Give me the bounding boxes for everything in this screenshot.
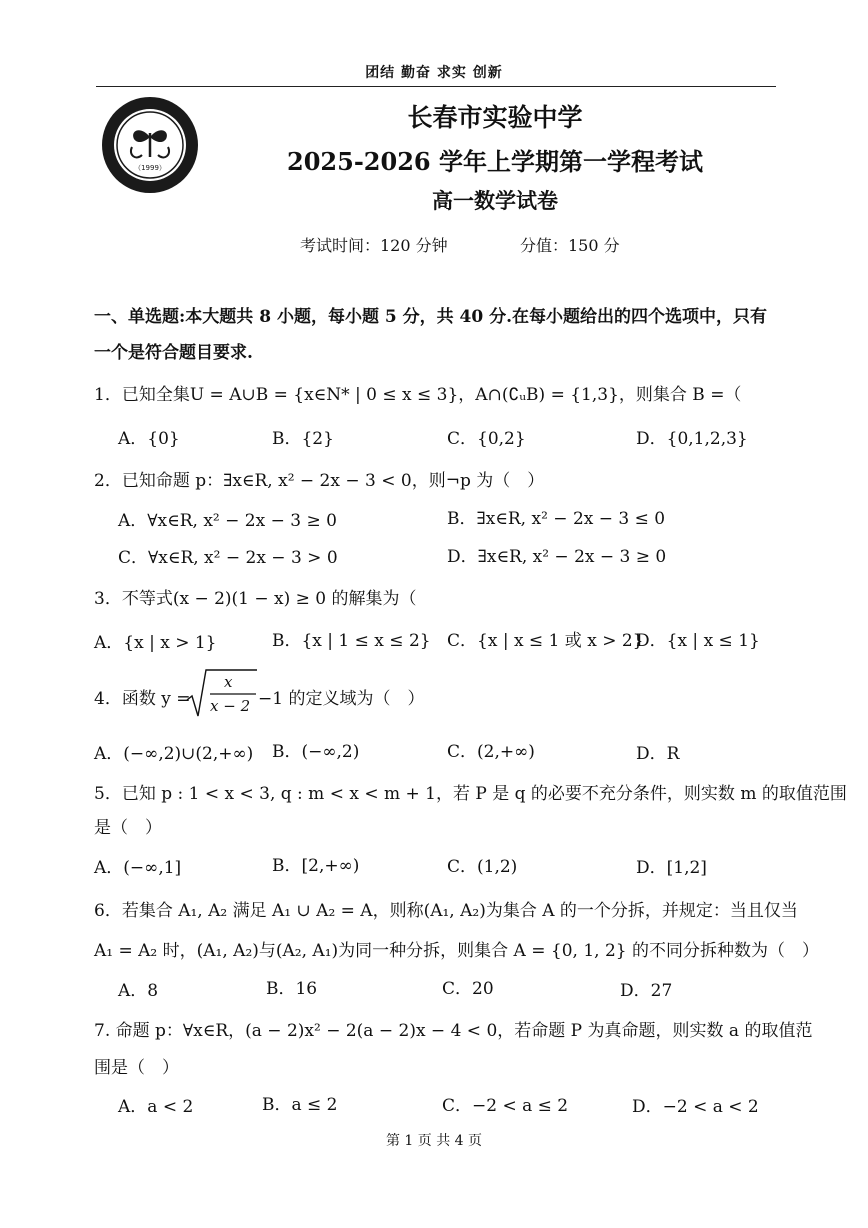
school-seal-icon bbox=[100, 95, 200, 195]
q1-option-d: D．{0,1,2,3} bbox=[636, 429, 748, 449]
q5-option-d: D．[1,2] bbox=[636, 858, 707, 878]
q1-option-b: B．{2} bbox=[272, 429, 334, 449]
exam-time: 考试时间：120 分钟 bbox=[300, 236, 448, 255]
q1-option-a: A．{0} bbox=[118, 429, 180, 449]
q4-denominator: x − 2 bbox=[210, 697, 251, 715]
section-title: 一、单选题:本大题共 8 小题，每小题 5 分，共 40 分.在每小题给出的四个选项中，只有一个是符合题目要求. bbox=[94, 307, 768, 363]
exam-subject: 高一数学试卷 bbox=[432, 188, 558, 213]
q6-option-a: A．8 bbox=[118, 981, 159, 1001]
q2-option-c: C．∀x∈R, x² − 2x − 3 > 0 bbox=[118, 548, 338, 568]
q4-sqrt-fraction bbox=[186, 666, 258, 720]
q2-option-b: B．∃x∈R, x² − 2x − 3 ≤ 0 bbox=[447, 509, 666, 529]
q3-option-d: D．{x | x ≤ 1} bbox=[636, 631, 760, 651]
exam-score: 分值：150 分 bbox=[520, 236, 620, 255]
q6-option-d: D．27 bbox=[620, 981, 673, 1001]
q3-option-a: A．{x | x > 1} bbox=[94, 633, 217, 653]
q7-option-d: D．−2 < a < 2 bbox=[632, 1097, 759, 1117]
q6-option-b: B．16 bbox=[266, 979, 318, 999]
q3-option-c: C．{x | x ≤ 1 或 x > 2} bbox=[447, 631, 644, 651]
q7-option-a: A．a < 2 bbox=[118, 1097, 194, 1117]
question-6-stem: 6．若集合 A₁, A₂ 满足 A₁ ∪ A₂ = A，则称(A₁, A₂)为集合 A 的一个分拆，并规定：当且仅当 bbox=[94, 901, 798, 921]
q7-option-c: C．−2 < a ≤ 2 bbox=[442, 1096, 569, 1116]
seal-year: （1999） bbox=[134, 164, 166, 172]
q7-option-b: B．a ≤ 2 bbox=[262, 1095, 338, 1115]
school-motto: 团结 勤奋 求实 创新 bbox=[365, 65, 503, 81]
page-footer: 第 1 页 共 4 页 bbox=[385, 1133, 483, 1149]
q5-option-a: A．(−∞,1] bbox=[94, 858, 182, 878]
question-7-stem: 7. 命题 p：∀x∈R，(a − 2)x² − 2(a − 2)x − 4 < 0，若命题 P 为真命题，则实数 a 的取值范 bbox=[94, 1021, 813, 1041]
question-5-stem-cont: 是（ ） bbox=[94, 818, 162, 838]
header-divider bbox=[96, 86, 776, 87]
q4-option-a: A．(−∞,2)∪(2,+∞) bbox=[94, 744, 254, 764]
question-2-stem: 2．已知命题 p：∃x∈R, x² − 2x − 3 < 0，则¬p 为（ ） bbox=[94, 471, 545, 491]
q3-option-b: B．{x | 1 ≤ x ≤ 2} bbox=[272, 631, 431, 651]
question-1-stem: 1．已知全集U = A∪B = {x∈N* | 0 ≤ x ≤ 3}，A∩(∁ᵤB) = {1,3}，则集合 B =（ bbox=[94, 385, 742, 405]
q2-option-a: A．∀x∈R, x² − 2x − 3 ≥ 0 bbox=[118, 511, 337, 531]
q4-numerator: x bbox=[224, 673, 233, 691]
q5-option-b: B．[2,+∞) bbox=[272, 856, 360, 876]
question-3-stem: 3．不等式(x − 2)(1 − x) ≥ 0 的解集为（ bbox=[94, 589, 417, 609]
question-5-stem: 5．已知 p : 1 < x < 3, q : m < x < m + 1，若 P 是 q 的必要不充分条件，则实数 m 的取值范围 bbox=[94, 784, 847, 804]
q4-option-d: D．R bbox=[636, 744, 680, 764]
q6-option-c: C．20 bbox=[442, 979, 494, 999]
question-6-stem-cont: A₁ = A₂ 时，(A₁, A₂)与(A₂, A₁)为同一种分拆，则集合 A = {0, 1, 2} 的不同分拆种数为（ ） bbox=[94, 941, 819, 961]
question-4-stem-post: −1 的定义域为（ ） bbox=[258, 689, 425, 709]
q4-option-c: C．(2,+∞) bbox=[447, 742, 535, 762]
question-4-stem-pre: 4．函数 y = bbox=[94, 689, 191, 709]
q5-option-c: C．(1,2) bbox=[447, 857, 518, 877]
exam-term: 2025-2026 学年上学期第一学程考试 bbox=[287, 147, 703, 176]
q1-option-c: C．{0,2} bbox=[447, 429, 526, 449]
q2-option-d: D．∃x∈R, x² − 2x − 3 ≥ 0 bbox=[447, 547, 667, 567]
q4-option-b: B．(−∞,2) bbox=[272, 742, 360, 762]
question-7-stem-cont: 围是（ ） bbox=[94, 1058, 179, 1078]
school-name: 长春市实验中学 bbox=[407, 103, 583, 132]
